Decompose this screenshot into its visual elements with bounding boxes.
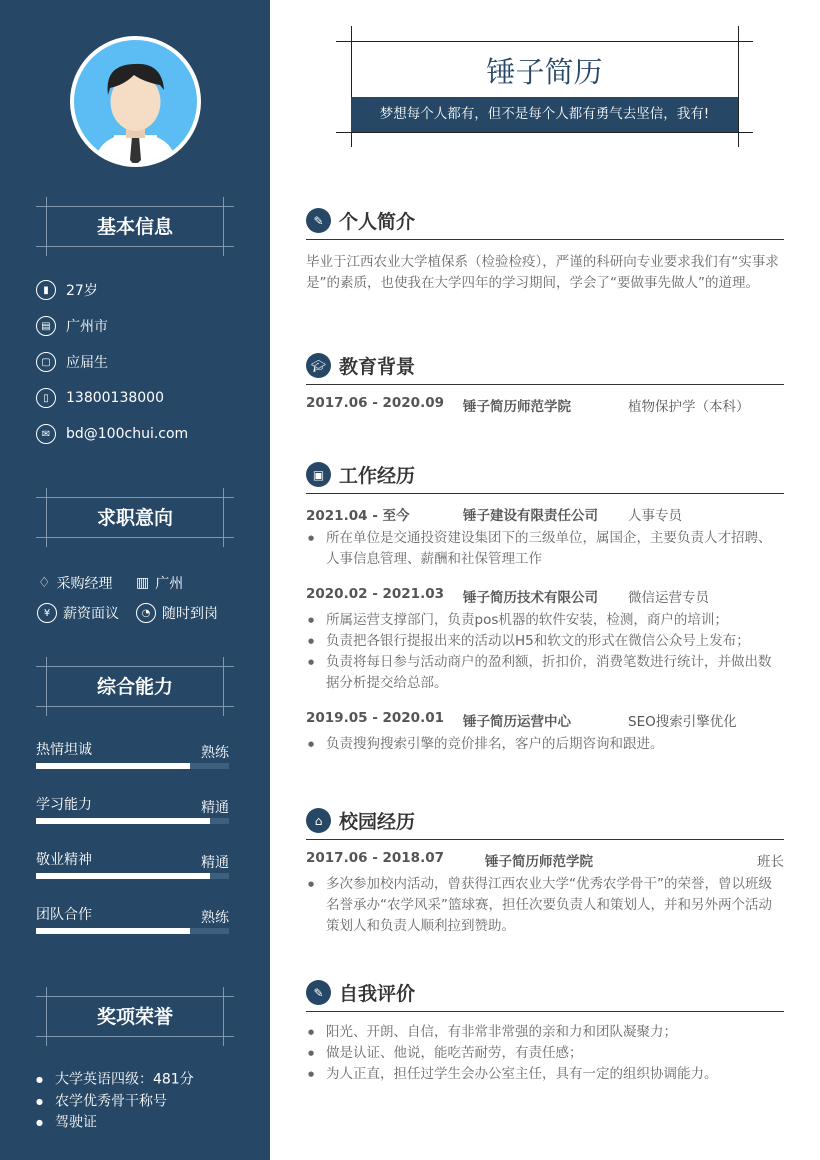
mail-icon: ✉: [36, 424, 56, 444]
motto: 梦想每个人都有，但不是每个人都有勇气去坚信，我有!: [351, 97, 738, 132]
info-age: ▮ 27岁: [36, 280, 98, 300]
awards-header: 奖项荣誉: [36, 996, 234, 1037]
skill-bar: [36, 818, 229, 824]
skill-bar: [36, 928, 229, 934]
awards-list: [36, 1069, 194, 1134]
skill-bar-fill: [36, 763, 190, 769]
sidebar: [0, 0, 270, 1160]
edit-icon: ✎: [306, 980, 331, 1005]
info-email: ✉ bd@100chui.com: [36, 424, 188, 444]
tie-icon: ♢: [38, 575, 51, 591]
skill-item: 学习能力 精通: [36, 794, 229, 824]
basic-info-header: 基本信息: [36, 206, 234, 247]
skill-bar: [36, 763, 229, 769]
award-item: ● 大学英语四级：481分: [36, 1069, 194, 1091]
work-section: ▣ 工作经历 2021.04 - 至今 锤子建设有限责任公司 人事专员 ● 所在单位是交通投资建设集团下的三级单位，属国企，主要负责人才招聘、人事信息管理、薪酬和社保管理工作 2020.02 - 2021.03 锤子简历技术有限公司 微信运营专员 ● 所属运营支撑部门，负责pos机器的软件安装，检测，商户的培训； ● 负责把各银行提报出来的活动以H5和软文的形式在微信公众号上发布； ● 负责将每日参与活动商户的盈利额，折扣价，消费笔数进行统计，并做出数据分析提交给总部。 2019.05 - 2020.01 锤子简历运营中心 SEO搜索引擎优化 ● 负责搜狗搜索引擎的竞价排名，客户的后期咨询和跟进。: [306, 460, 784, 755]
profile-section: ✎ 个人简介 毕业于江西农业大学植保系（检验检疫），严谨的科研向专业要求我们有“实事求是”的素质，也使我在大学四年的学习期间，学会了“要做事先做人”的道理。: [306, 206, 784, 294]
graduation-cap-icon: 🎓︎: [306, 353, 331, 378]
phone-icon: ▯: [36, 388, 56, 408]
intent-salary: ¥ 薪资面议: [37, 603, 119, 623]
briefcase-icon: ▣: [306, 462, 331, 487]
skill-bar-fill: [36, 818, 210, 824]
intent-city: ▥ 广州: [136, 575, 184, 592]
chart-icon: ▮: [36, 280, 56, 300]
calendar-icon: ▢: [36, 352, 56, 372]
skill-bar-fill: [36, 928, 190, 934]
building-icon: ▤: [36, 316, 56, 336]
yen-icon: ¥: [37, 603, 57, 623]
resume-title: 锤子简历: [486, 55, 603, 89]
edit-icon: ✎: [306, 208, 331, 233]
info-status: ▢ 应届生: [36, 352, 108, 372]
award-item: ● 农学优秀骨干称号: [36, 1091, 194, 1113]
info-phone: ▯ 13800138000: [36, 388, 164, 408]
skills-header: 综合能力: [36, 666, 234, 707]
intent-header: 求职意向: [36, 497, 234, 538]
intent-availability: ◔ 随时到岗: [136, 603, 218, 623]
skill-item: 团队合作 熟练: [36, 904, 229, 934]
skill-bar: [36, 873, 229, 879]
avatar: [70, 36, 201, 167]
self-evaluation-section: ✎ 自我评价 ● 阳光、开朗、自信，有非常非常强的亲和力和团队凝聚力； ● 做是认证、他说，能吃苦耐劳，有责任感； ● 为人正直，担任过学生会办公室主任，具有一定的组织协调能力。: [306, 978, 784, 1085]
skill-item: 热情坦诚 熟练: [36, 739, 229, 769]
info-city: ▤ 广州市: [36, 316, 108, 336]
skill-item: 敬业精神 精通: [36, 849, 229, 879]
intent-position: ♢ 采购经理: [38, 575, 113, 592]
building-icon: ▥: [136, 575, 150, 591]
school-icon: ⌂: [306, 808, 331, 833]
campus-section: ⌂ 校园经历 2017.06 - 2018.07 锤子简历师范学院 班长 ● 多次参加校内活动，曾获得江西农业大学“优秀农学骨干”的荣誉，曾以班级名誉承办“农学风采”篮球赛，担任次要负责人和策划人，并和另外两个活动策划人和负责人顺利拉到赞助。: [306, 806, 784, 937]
clock-icon: ◔: [136, 603, 156, 623]
skill-bar-fill: [36, 873, 210, 879]
education-section: 🎓︎ 教育背景 2017.06 - 2020.09 锤子简历师范学院 植物保护学（本科）: [306, 351, 784, 415]
award-item: ● 驾驶证: [36, 1112, 194, 1134]
